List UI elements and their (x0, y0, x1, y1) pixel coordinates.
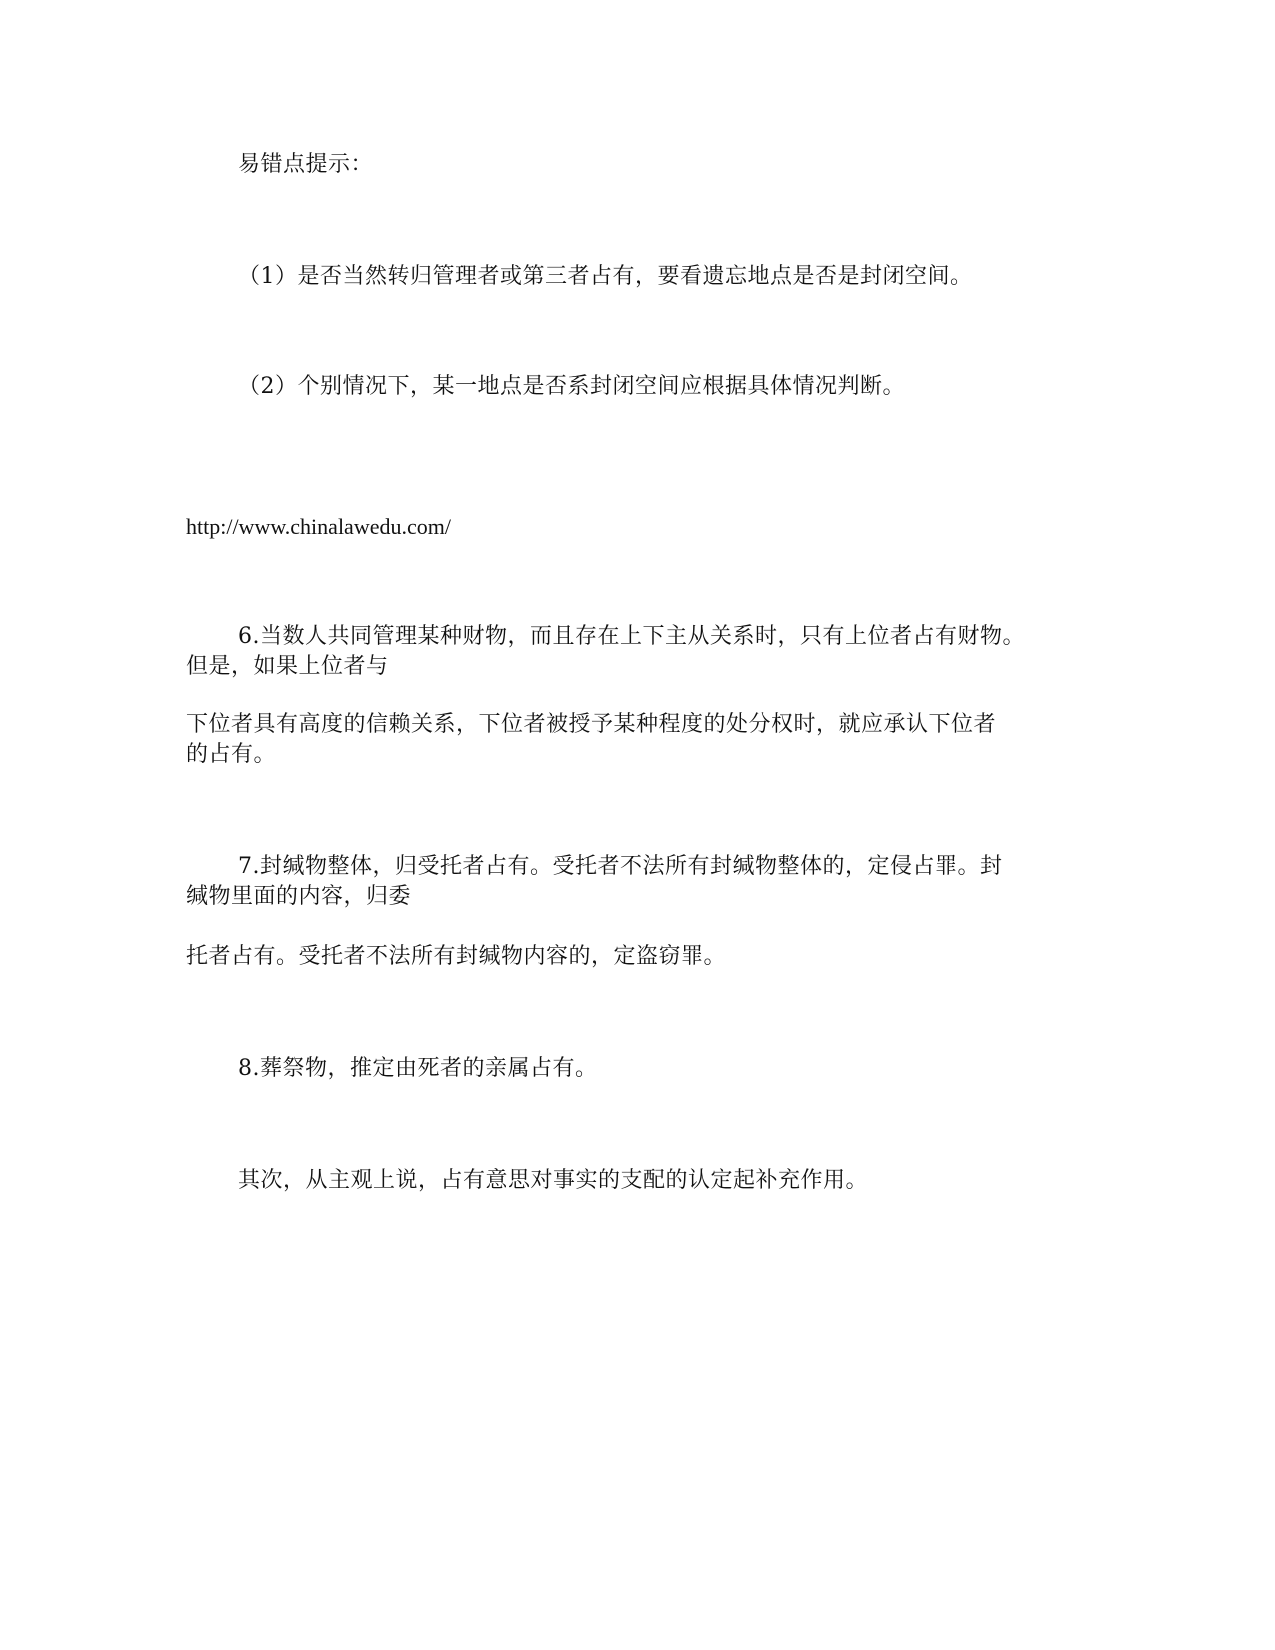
item-8: 8.葬祭物，推定由死者的亲属占有。 (238, 1056, 598, 1081)
tip-heading: 易错点提示： (238, 152, 374, 177)
item-7-line-3: 托者占有。受托者不法所有封缄物内容的，定盗窃罪。 (186, 944, 727, 969)
item-6-line-1: 6.当数人共同管理某种财物，而且存在上下主从关系时，只有上位者占有财物。 (238, 624, 1025, 649)
item-6-line-2: 但是，如果上位者与 (186, 654, 389, 679)
source-url: http://www.chinalawedu.com/ (186, 514, 451, 539)
item-6-line-3: 下位者具有高度的信赖关系，下位者被授予某种程度的处分权时，就应承认下位者 (186, 712, 997, 737)
item-7-line-1: 7.封缄物整体，归受托者占有。受托者不法所有封缄物整体的，定侵占罪。封 (238, 854, 1003, 879)
tip-item-1: （1）是否当然转归管理者或第三者占有，要看遗忘地点是否是封闭空间。 (238, 264, 973, 289)
item-7-line-2: 缄物里面的内容，归委 (186, 884, 412, 909)
conclusion-paragraph: 其次，从主观上说，占有意思对事实的支配的认定起补充作用。 (238, 1168, 869, 1193)
tip-item-2: （2）个别情况下，某一地点是否系封闭空间应根据具体情况判断。 (238, 374, 905, 399)
item-6-line-4: 的占有。 (186, 742, 277, 767)
